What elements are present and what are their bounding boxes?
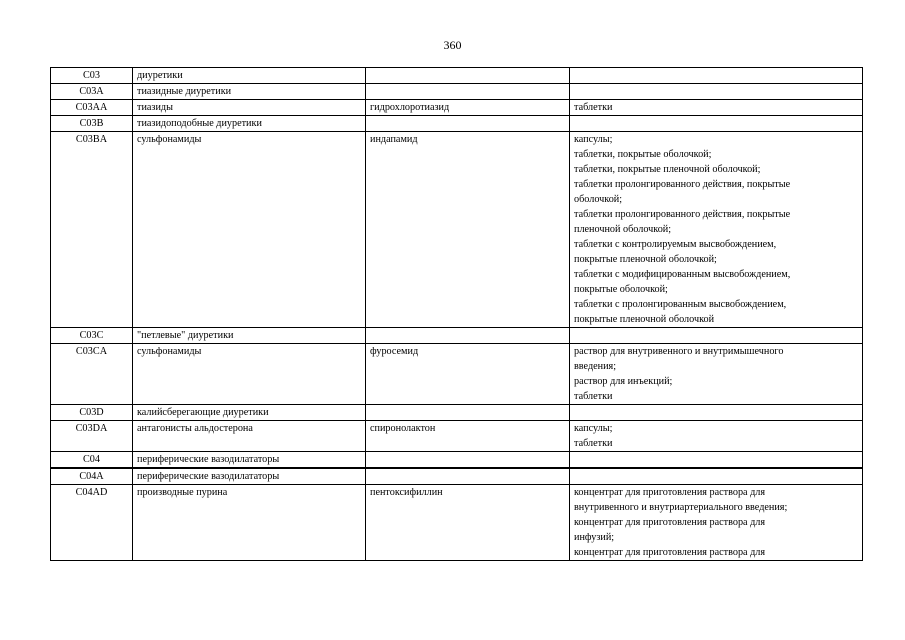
dosage-forms-cell [570, 485, 863, 561]
anatomical-therapeutic-group-cell: периферические вазодилататоры [133, 468, 366, 485]
anatomical-therapeutic-group-cell: сульфонамиды [133, 132, 366, 328]
dosage-form-line: таблетки [574, 438, 613, 449]
anatomical-therapeutic-group-cell: тиазидоподобные диуретики [133, 116, 366, 132]
table-row [51, 405, 863, 421]
atc-code-cell: C04A [51, 468, 133, 485]
drug-table [50, 67, 863, 561]
dosage-forms-cell [570, 421, 863, 452]
drug-name-cell: пентоксифиллин [366, 485, 570, 561]
dosage-form-line: таблетки с пролонгированным высвобождением, [574, 299, 787, 310]
table-body [51, 68, 863, 561]
dosage-form-line: раствор для внутривенного и внутримышечного [574, 346, 784, 357]
table-row [51, 100, 863, 116]
atc-code-cell: C03D [51, 405, 133, 421]
drug-name-cell [366, 328, 570, 344]
anatomical-therapeutic-group-cell: антагонисты альдостерона [133, 421, 366, 452]
table-row [51, 68, 863, 84]
dosage-form-line: таблетки [574, 102, 613, 113]
table-row [51, 468, 863, 485]
dosage-form-line: покрытые оболочкой; [574, 284, 668, 295]
atc-code-cell: C03A [51, 84, 133, 100]
drug-name-cell [366, 468, 570, 485]
drug-name-cell [366, 405, 570, 421]
anatomical-therapeutic-group-cell: периферические вазодилататоры [133, 452, 366, 469]
dosage-form-line: оболочкой; [574, 194, 623, 205]
table-row [51, 344, 863, 405]
atc-code-cell: C03AA [51, 100, 133, 116]
dosage-form-line: внутривенного и внутриартериального введения; [574, 502, 788, 513]
dosage-forms-cell [570, 100, 863, 116]
dosage-forms-cell [570, 84, 863, 100]
dosage-forms-cell [570, 68, 863, 84]
dosage-forms-cell [570, 468, 863, 485]
dosage-form-line: пленочной оболочкой; [574, 224, 672, 235]
table-row [51, 421, 863, 452]
table-row [51, 328, 863, 344]
dosage-form-line: капсулы; [574, 134, 613, 145]
atc-code-cell: C03DA [51, 421, 133, 452]
dosage-forms-cell [570, 405, 863, 421]
table-row [51, 132, 863, 328]
anatomical-therapeutic-group-cell: сульфонамиды [133, 344, 366, 405]
dosage-form-line: покрытые пленочной оболочкой [574, 314, 715, 325]
dosage-forms-cell [570, 344, 863, 405]
table-row [51, 116, 863, 132]
drug-name-cell [366, 84, 570, 100]
dosage-form-line: концентрат для приготовления раствора для [574, 487, 766, 498]
atc-code-cell: C03 [51, 68, 133, 84]
drug-name-cell: индапамид [366, 132, 570, 328]
dosage-forms-cell [570, 452, 863, 469]
drug-name-cell: спиронолактон [366, 421, 570, 452]
dosage-forms-cell [570, 132, 863, 328]
atc-code-cell: C03B [51, 116, 133, 132]
dosage-form-line: концентрат для приготовления раствора для [574, 547, 766, 558]
drug-name-cell: гидрохлоротиазид [366, 100, 570, 116]
dosage-form-line: таблетки пролонгированного действия, покрытые [574, 209, 791, 220]
dosage-form-line: введения; [574, 361, 617, 372]
table-row [51, 485, 863, 561]
dosage-forms-cell [570, 328, 863, 344]
dosage-form-line: таблетки, покрытые пленочной оболочкой; [574, 164, 761, 175]
atc-code-cell: C03C [51, 328, 133, 344]
dosage-form-line: покрытые пленочной оболочкой; [574, 254, 717, 265]
drug-name-cell [366, 116, 570, 132]
atc-code-cell: C03BA [51, 132, 133, 328]
anatomical-therapeutic-group-cell: тиазиды [133, 100, 366, 116]
dosage-form-line: инфузий; [574, 532, 615, 543]
dosage-form-line: таблетки, покрытые оболочкой; [574, 149, 712, 160]
dosage-form-line: таблетки [574, 391, 613, 402]
dosage-form-line: капсулы; [574, 423, 613, 434]
atc-code-cell: C03CA [51, 344, 133, 405]
anatomical-therapeutic-group-cell: калийсберегающие диуретики [133, 405, 366, 421]
dosage-form-line: таблетки с модифицированным высвобождением, [574, 269, 791, 280]
atc-code-cell: C04 [51, 452, 133, 469]
table-row [51, 452, 863, 469]
atc-code-cell: C04AD [51, 485, 133, 561]
dosage-forms-cell [570, 116, 863, 132]
anatomical-therapeutic-group-cell: производные пурина [133, 485, 366, 561]
anatomical-therapeutic-group-cell: "петлевые" диуретики [133, 328, 366, 344]
page-number: 360 [443, 38, 462, 52]
table-row [51, 84, 863, 100]
dosage-form-line: концентрат для приготовления раствора для [574, 517, 766, 528]
anatomical-therapeutic-group-cell: диуретики [133, 68, 366, 84]
dosage-form-line: таблетки с контролируемым высвобождением, [574, 239, 777, 250]
drug-name-cell [366, 68, 570, 84]
drug-name-cell: фуросемид [366, 344, 570, 405]
dosage-form-line: таблетки пролонгированного действия, покрытые [574, 179, 791, 190]
dosage-form-line: раствор для инъекций; [574, 376, 673, 387]
anatomical-therapeutic-group-cell: тиазидные диуретики [133, 84, 366, 100]
drug-name-cell [366, 452, 570, 469]
